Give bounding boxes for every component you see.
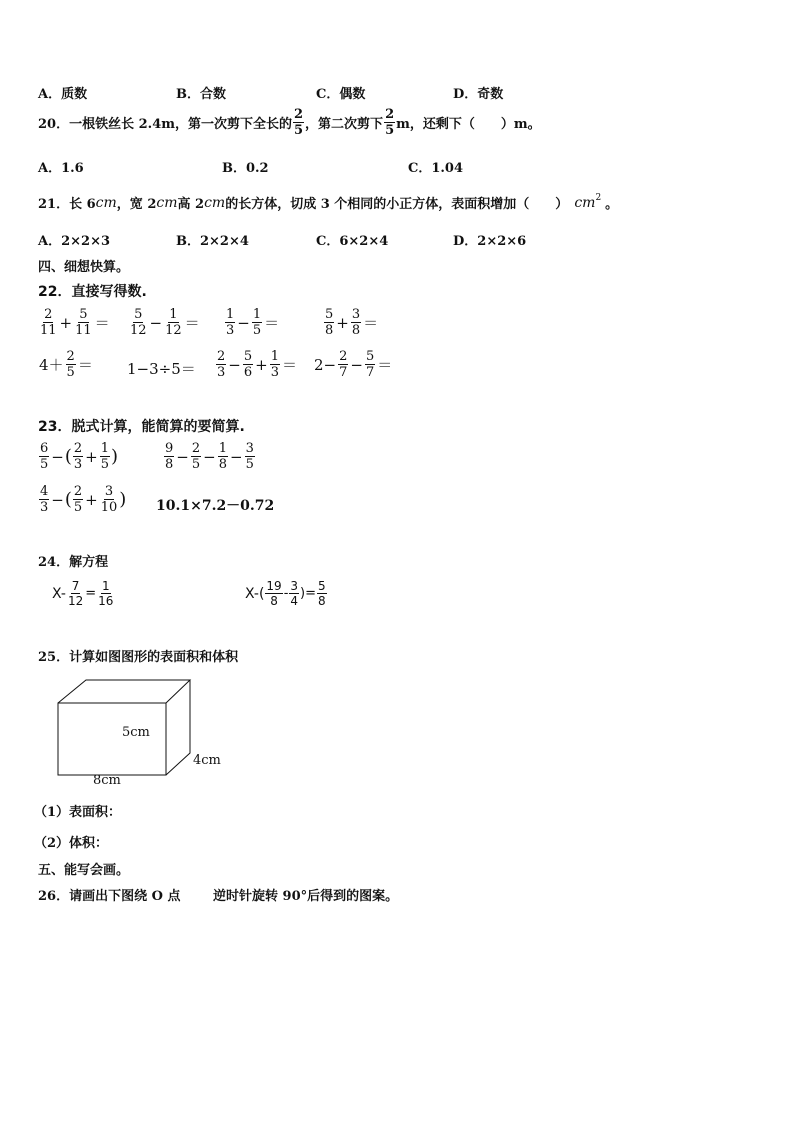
q20-option-c: C．1.04 (408, 161, 464, 176)
cuboid-height-label: 5cm (122, 725, 150, 740)
q19-option-c: C．偶数 (316, 87, 366, 102)
q21-unit-3: cm (204, 194, 226, 211)
q26-text-1: 26．请画出下图绕 O 点 (38, 889, 181, 904)
q23-expression-3: $\frac{4}{3}$ − ( $\frac{2}{5}$ + $\frac{3}{10}$ ) (40, 484, 127, 515)
q23-title: 23．脱式计算，能简算的要简算. (38, 419, 245, 435)
q26-text-2: 逆时针旋转 90°后得到的图案。 (213, 889, 399, 904)
q21-text-2: ，宽 2 (116, 197, 157, 212)
q22-title: 22．直接写得数. (38, 284, 147, 300)
q23-expression-2: $\frac{9}{8}$ − $\frac{2}{5}$ − $\frac{1}{8}$ − $\frac{3}{5}$ (165, 441, 254, 472)
q25-surface-area-prompt: （1）表面积： (34, 805, 122, 820)
q22-expression-5: 4＋ $\frac{2}{5}$ ＝ (39, 349, 93, 380)
q22-expression-7: $\frac{2}{3}$ − $\frac{5}{6}$ + $\frac{1}{3}$ ＝ (217, 349, 298, 380)
q21-text-4: 的长方体，切成 3 个相同的小正方体，表面积增加（ ） (225, 197, 569, 212)
q20-option-a: A．1.6 (38, 161, 84, 176)
q21-option-c: C．6×2×4 (316, 234, 389, 249)
q22-expression-6: 1−3÷5＝ (127, 360, 196, 378)
question-26 (38, 885, 398, 904)
section-4-heading: 四、细想快算。 (38, 260, 130, 275)
q21-unit-superscript: 2 (595, 192, 602, 203)
q21-text-1: 21．长 6 (38, 197, 96, 212)
q21-option-b: B．2×2×4 (176, 234, 249, 249)
cuboid-side-face (166, 680, 190, 775)
question-21 (38, 193, 618, 212)
q23-expression-1: $\frac{6}{5}$ − ( $\frac{2}{3}$ + $\frac{1}{5}$ ) (40, 441, 119, 472)
q21-unit-4: cm (574, 194, 596, 211)
q24-equation-1: X- $\frac{7}{12}$ = $\frac{1}{16}$ (52, 579, 114, 608)
q21-unit-1: cm (95, 194, 117, 211)
q20-fraction-1: $\frac{2}{5}$ (294, 107, 304, 138)
q20-mid: ，第二次剪下 (305, 117, 384, 132)
question-20 (38, 108, 541, 137)
cuboid-depth-label: 4cm (193, 753, 221, 768)
q20-prefix: 20．一根铁丝长 2.4m，第一次剪下全长的 (38, 117, 292, 132)
cuboid-top-face (58, 680, 190, 703)
q21-option-d: D．2×2×6 (453, 234, 527, 249)
q21-unit-2: cm (156, 194, 178, 211)
q20-fraction-2: $\frac{2}{5}$ (385, 107, 395, 138)
q19-option-a: A．质数 (38, 87, 88, 102)
q22-expression-8: 2− $\frac{2}{7}$ − $\frac{5}{7}$ ＝ (314, 349, 393, 380)
q24-equation-2: X-( $\frac{19}{8}$ - $\frac{3}{4}$ )= $\frac{5}{8}$ (245, 579, 326, 608)
q21-option-a: A．2×2×3 (38, 234, 111, 249)
q19-option-d: D．奇数 (453, 87, 504, 102)
section-5-heading: 五、能写会画。 (38, 863, 130, 878)
q22-expression-4: $\frac{5}{8}$ + $\frac{3}{8}$ ＝ (325, 307, 379, 338)
q23-expression-4: 10.1×7.2－0.72 (156, 498, 275, 514)
q20-option-b: B．0.2 (222, 161, 269, 176)
q25-title: 25．计算如图图形的表面积和体积 (38, 650, 239, 665)
q21-text-3: 高 2 (177, 197, 205, 212)
q22-expression-2: $\frac{5}{12}$ − $\frac{1}{12}$ ＝ (130, 307, 200, 338)
q24-title: 24．解方程 (38, 555, 109, 570)
q25-volume-prompt: （2）体积： (34, 836, 109, 851)
q22-expression-1: $\frac{2}{11}$ + $\frac{5}{11}$ ＝ (40, 307, 110, 338)
q20-suffix: m，还剩下（ ）m。 (396, 117, 541, 132)
q21-end: 。 (605, 197, 619, 212)
q19-option-b: B．合数 (176, 87, 226, 102)
q22-expression-3: $\frac{1}{3}$ − $\frac{1}{5}$ ＝ (226, 307, 280, 338)
cuboid-length-label: 8cm (93, 773, 121, 788)
